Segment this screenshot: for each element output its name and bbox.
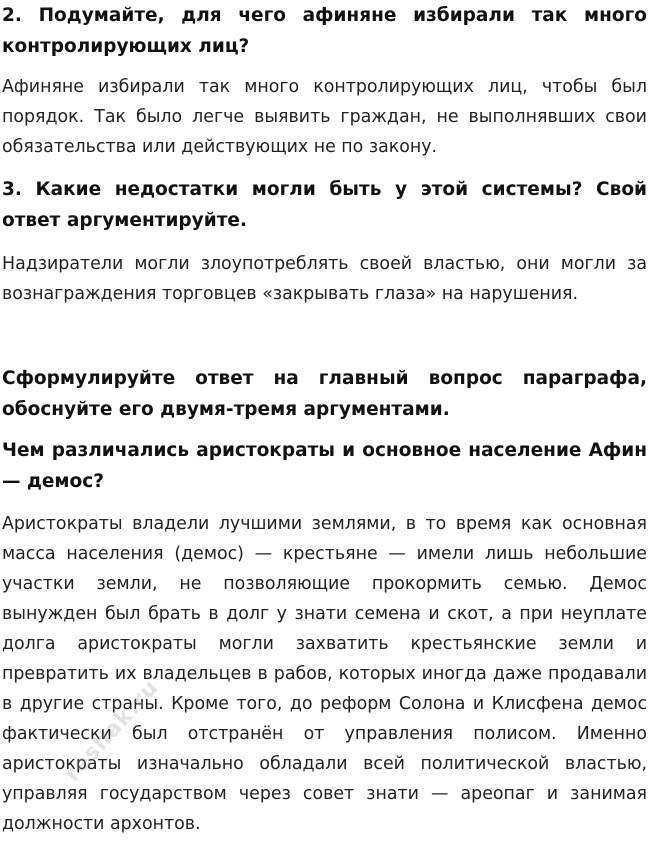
answer-2-text: Афиняне избирали так много контролирующих лиц, чтобы был порядок. Так было легче выявить граждан, не выполнявших свои обязательства или действующих не по закону.: [2, 77, 647, 157]
document-page: [2, 0, 647, 839]
question-4-heading: Чем различались аристократы и основное население Афин — демос?: [2, 440, 647, 492]
answer-4-text: Аристократы владели лучшими землями, в то время как основная масса населения (демос) — крестьяне — имели лишь небольшие участки земли, не позволяющие прокормить семью. Демос вынужден был брать в долг у знати семена и скот, а при неуплате долга аристократы могли захватить крестьянские земли и превратить их владельцев в рабов, которых иногда даже продавали в другие страны. Кроме того, до реформ Солона и Клисфена демос фактически был отстранён от управления полисом. Именно аристократы изначально обладали всей политической властью, управляя государством через совет знати — ареопаг и занимая должности архонтов.: [2, 514, 647, 834]
watermark: reshak.ru: [60, 674, 165, 787]
answer-3-text: Надзиратели могли злоупотреблять своей властью, они могли за вознаграждения торговцев «закрывать глаза» на нарушения.: [2, 254, 647, 304]
question-3-heading: 3. Какие недостатки могли быть у этой системы? Свой ответ аргументируйте.: [2, 179, 647, 231]
main-question-heading: Сформулируйте ответ на главный вопрос параграфа, обоснуйте его двумя-тремя аргументами.: [2, 368, 647, 420]
question-2-heading: 2. Подумайте, для чего афиняне избирали так много контролирующих лиц?: [2, 5, 647, 57]
